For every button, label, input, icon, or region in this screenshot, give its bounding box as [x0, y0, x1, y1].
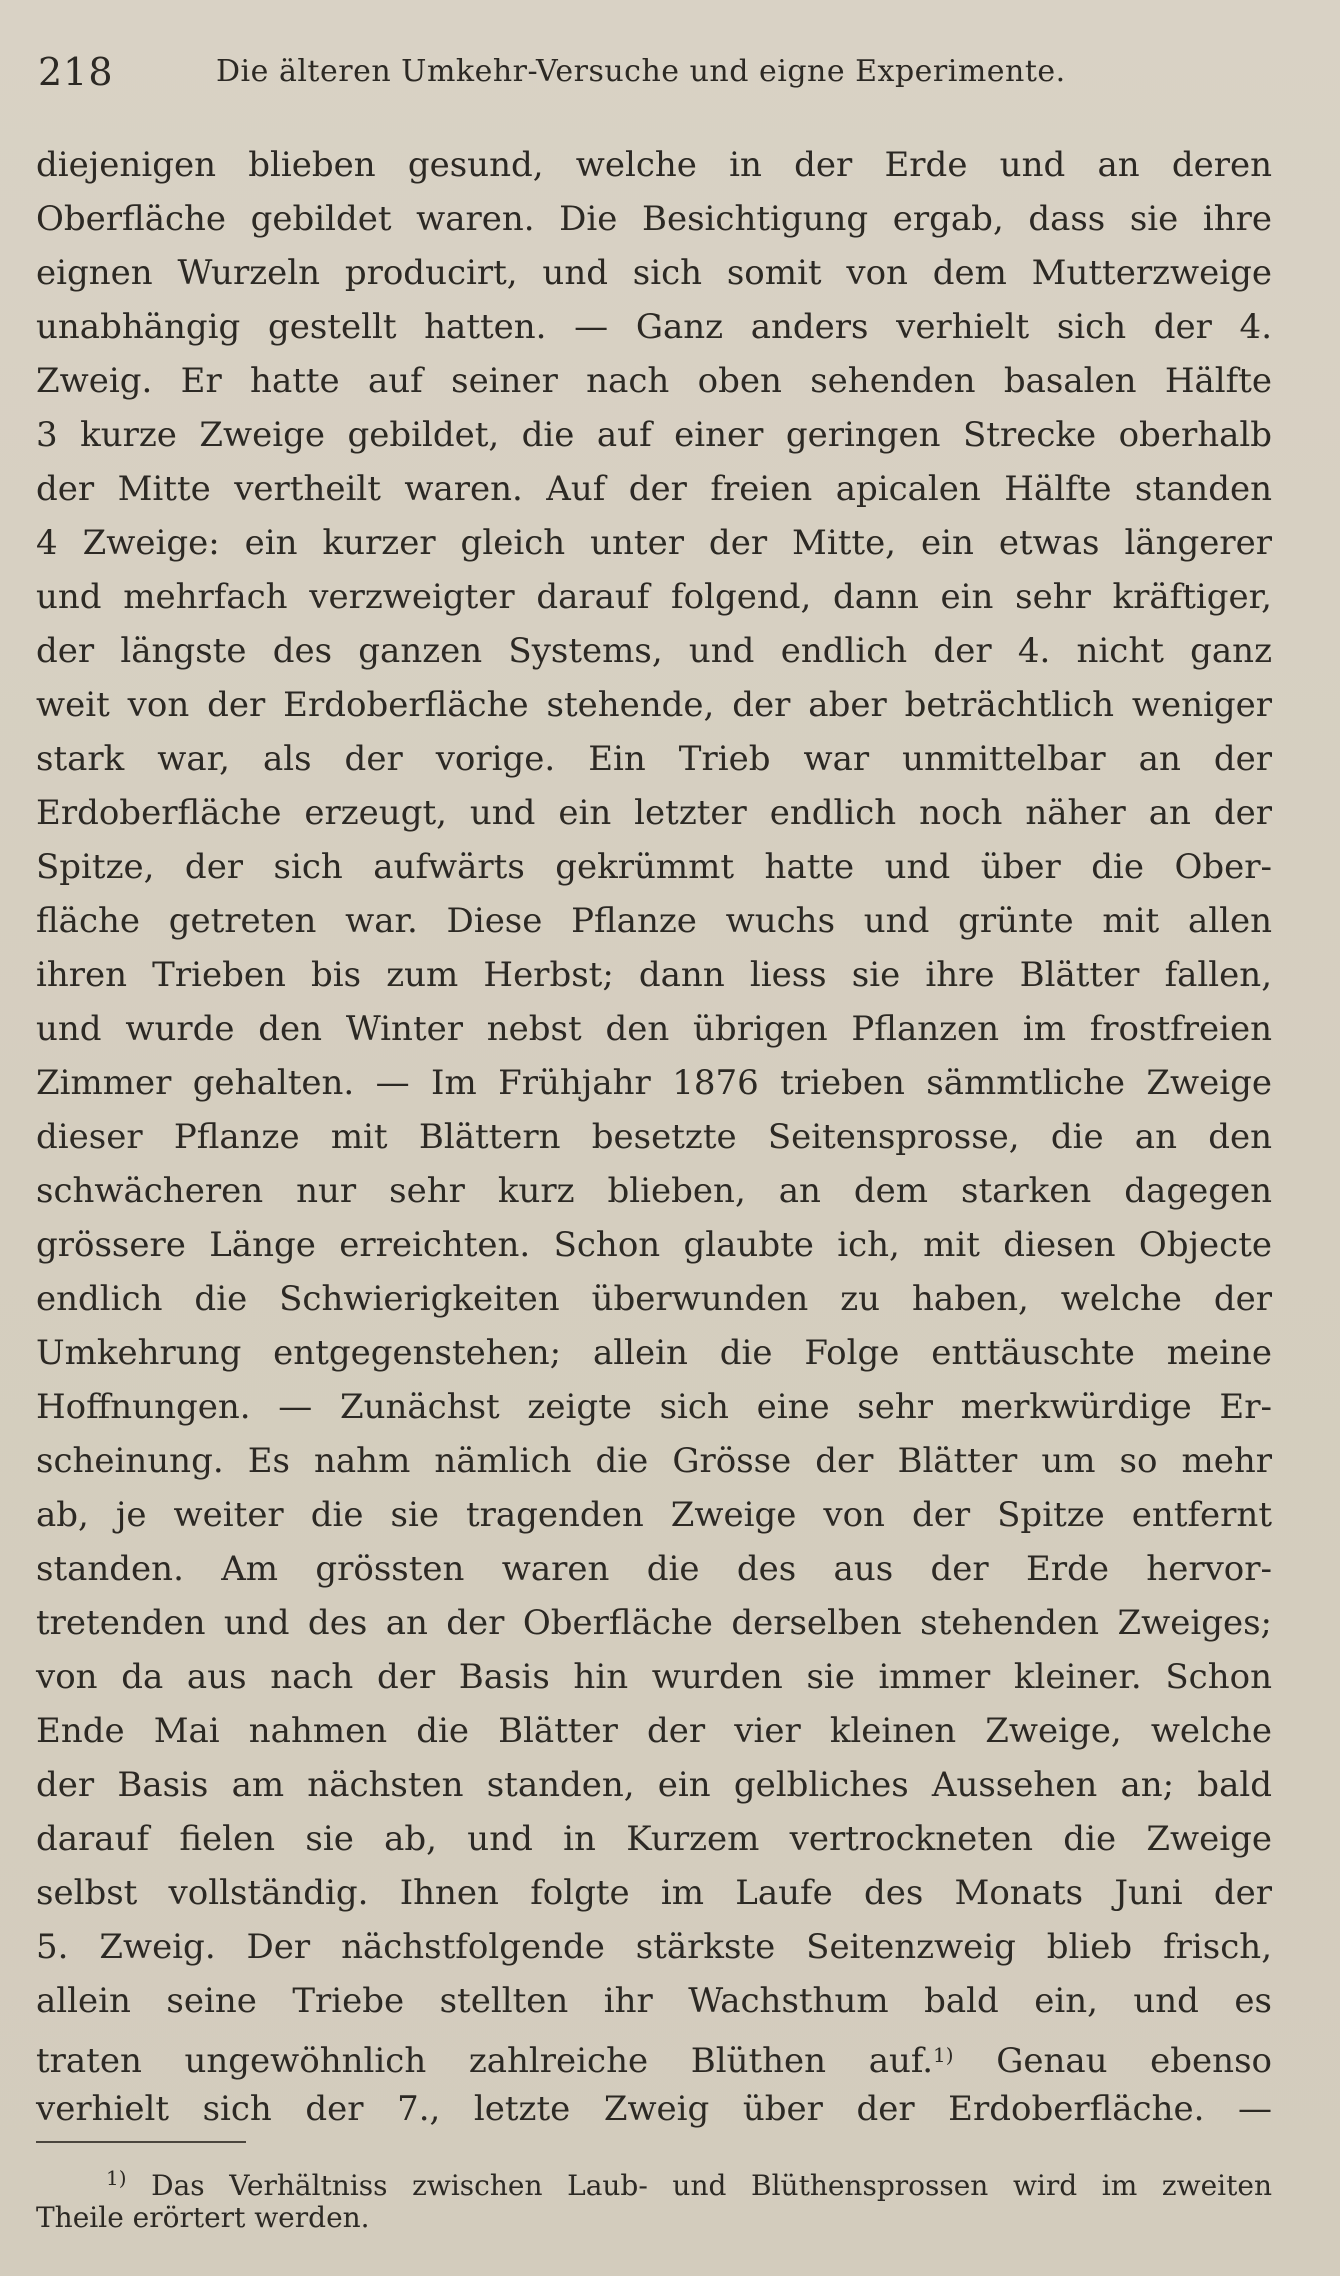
text-line: und mehrfach verzweigter darauf folgend, dann ein sehr kräftiger, — [36, 577, 1272, 617]
footnote-text: Das Verhältniss zwischen Laub- und Blüthensprossen wird im zweiten — [151, 2169, 1272, 2202]
text-line: diejenigen blieben gesund, welche in der Erde und an deren — [36, 145, 1272, 185]
text-line: verhielt sich der 7., letzte Zweig über der Erdoberfläche. — — [36, 2089, 1272, 2129]
text-line: allein seine Triebe stellten ihr Wachsthum bald ein, und es — [36, 1981, 1272, 2021]
text-line: Umkehrung entgegenstehen; allein die Folge enttäuschte meine — [36, 1333, 1272, 1373]
text-line: 3 kurze Zweige gebildet, die auf einer geringen Strecke oberhalb — [36, 415, 1272, 455]
text-line: unabhängig gestellt hatten. — Ganz anders verhielt sich der 4. — [36, 307, 1272, 347]
text-line: von da aus nach der Basis hin wurden sie immer kleiner. Schon — [36, 1657, 1272, 1697]
text-line: 4 Zweige: ein kurzer gleich unter der Mitte, ein etwas längerer — [36, 523, 1272, 563]
text-line: der Basis am nächsten standen, ein gelbliches Aussehen an; bald — [36, 1765, 1272, 1805]
footnote-line: Theile erörtert werden. — [36, 2201, 370, 2234]
footnote-marker: 1) — [106, 2166, 127, 2190]
text-line: Zimmer gehalten. — Im Frühjahr 1876 trieben sämmtliche Zweige — [36, 1063, 1272, 1103]
text-line: standen. Am grössten waren die des aus der Erde hervor- — [36, 1549, 1272, 1589]
page-number: 218 — [38, 50, 114, 94]
text-line: tretenden und des an der Oberfläche derselben stehenden Zweiges; — [36, 1603, 1272, 1643]
text-line-start: traten ungewöhnlich zahlreiche Blüthen auf. — [36, 2041, 934, 2081]
text-line-with-footnote-ref — [36, 2028, 1272, 2082]
footnote — [36, 2158, 1272, 2238]
footnote-reference: 1) — [933, 2043, 954, 2067]
text-line: 5. Zweig. Der nächstfolgende stärkste Seitenzweig blieb frisch, — [36, 1927, 1272, 1967]
text-line: selbst vollständig. Ihnen folgte im Laufe des Monats Juni der — [36, 1873, 1272, 1913]
text-line: stark war, als der vorige. Ein Trieb war unmittelbar an der — [36, 739, 1272, 779]
text-line: Hoffnungen. — Zunächst zeigte sich eine sehr merkwürdige Er- — [36, 1387, 1272, 1427]
text-line: scheinung. Es nahm nämlich die Grösse der Blätter um so mehr — [36, 1441, 1272, 1481]
text-line: ihren Trieben bis zum Herbst; dann liess sie ihre Blätter fallen, — [36, 955, 1272, 995]
text-line: Spitze, der sich aufwärts gekrümmt hatte und über die Ober- — [36, 847, 1272, 887]
text-line: dieser Pflanze mit Blättern besetzte Seitensprosse, die an den — [36, 1117, 1272, 1157]
text-line: Erdoberfläche erzeugt, und ein letzter endlich noch näher an der — [36, 793, 1272, 833]
text-line: Oberfläche gebildet waren. Die Besichtigung ergab, dass sie ihre — [36, 199, 1272, 239]
body-text — [36, 138, 1272, 2136]
text-line-end: Genau ebenso — [996, 2041, 1272, 2081]
running-title: Die älteren Umkehr-Versuche und eigne Experimente. — [216, 54, 1066, 89]
text-line: schwächeren nur sehr kurz blieben, an dem starken dagegen — [36, 1171, 1272, 1211]
running-header — [38, 48, 1268, 96]
text-line: endlich die Schwierigkeiten überwunden zu haben, welche der — [36, 1279, 1272, 1319]
footnote-line — [36, 2158, 1272, 2202]
text-line: ab, je weiter die sie tragenden Zweige von der Spitze entfernt — [36, 1495, 1272, 1535]
text-line: weit von der Erdoberfläche stehende, der aber beträchtlich weniger — [36, 685, 1272, 725]
text-line: Zweig. Er hatte auf seiner nach oben sehenden basalen Hälfte — [36, 361, 1272, 401]
text-line: grössere Länge erreichten. Schon glaubte ich, mit diesen Objecte — [36, 1225, 1272, 1265]
text-line: der Mitte vertheilt waren. Auf der freien apicalen Hälfte standen — [36, 469, 1272, 509]
footnote-rule — [36, 2141, 246, 2143]
text-line: fläche getreten war. Diese Pflanze wuchs und grünte mit allen — [36, 901, 1272, 941]
text-line: darauf fielen sie ab, und in Kurzem vertrockneten die Zweige — [36, 1819, 1272, 1859]
text-line: der längste des ganzen Systems, und endlich der 4. nicht ganz — [36, 631, 1272, 671]
text-line: und wurde den Winter nebst den übrigen Pflanzen im frostfreien — [36, 1009, 1272, 1049]
text-line: eignen Wurzeln producirt, und sich somit von dem Mutterzweige — [36, 253, 1272, 293]
text-line: Ende Mai nahmen die Blätter der vier kleinen Zweige, welche — [36, 1711, 1272, 1751]
